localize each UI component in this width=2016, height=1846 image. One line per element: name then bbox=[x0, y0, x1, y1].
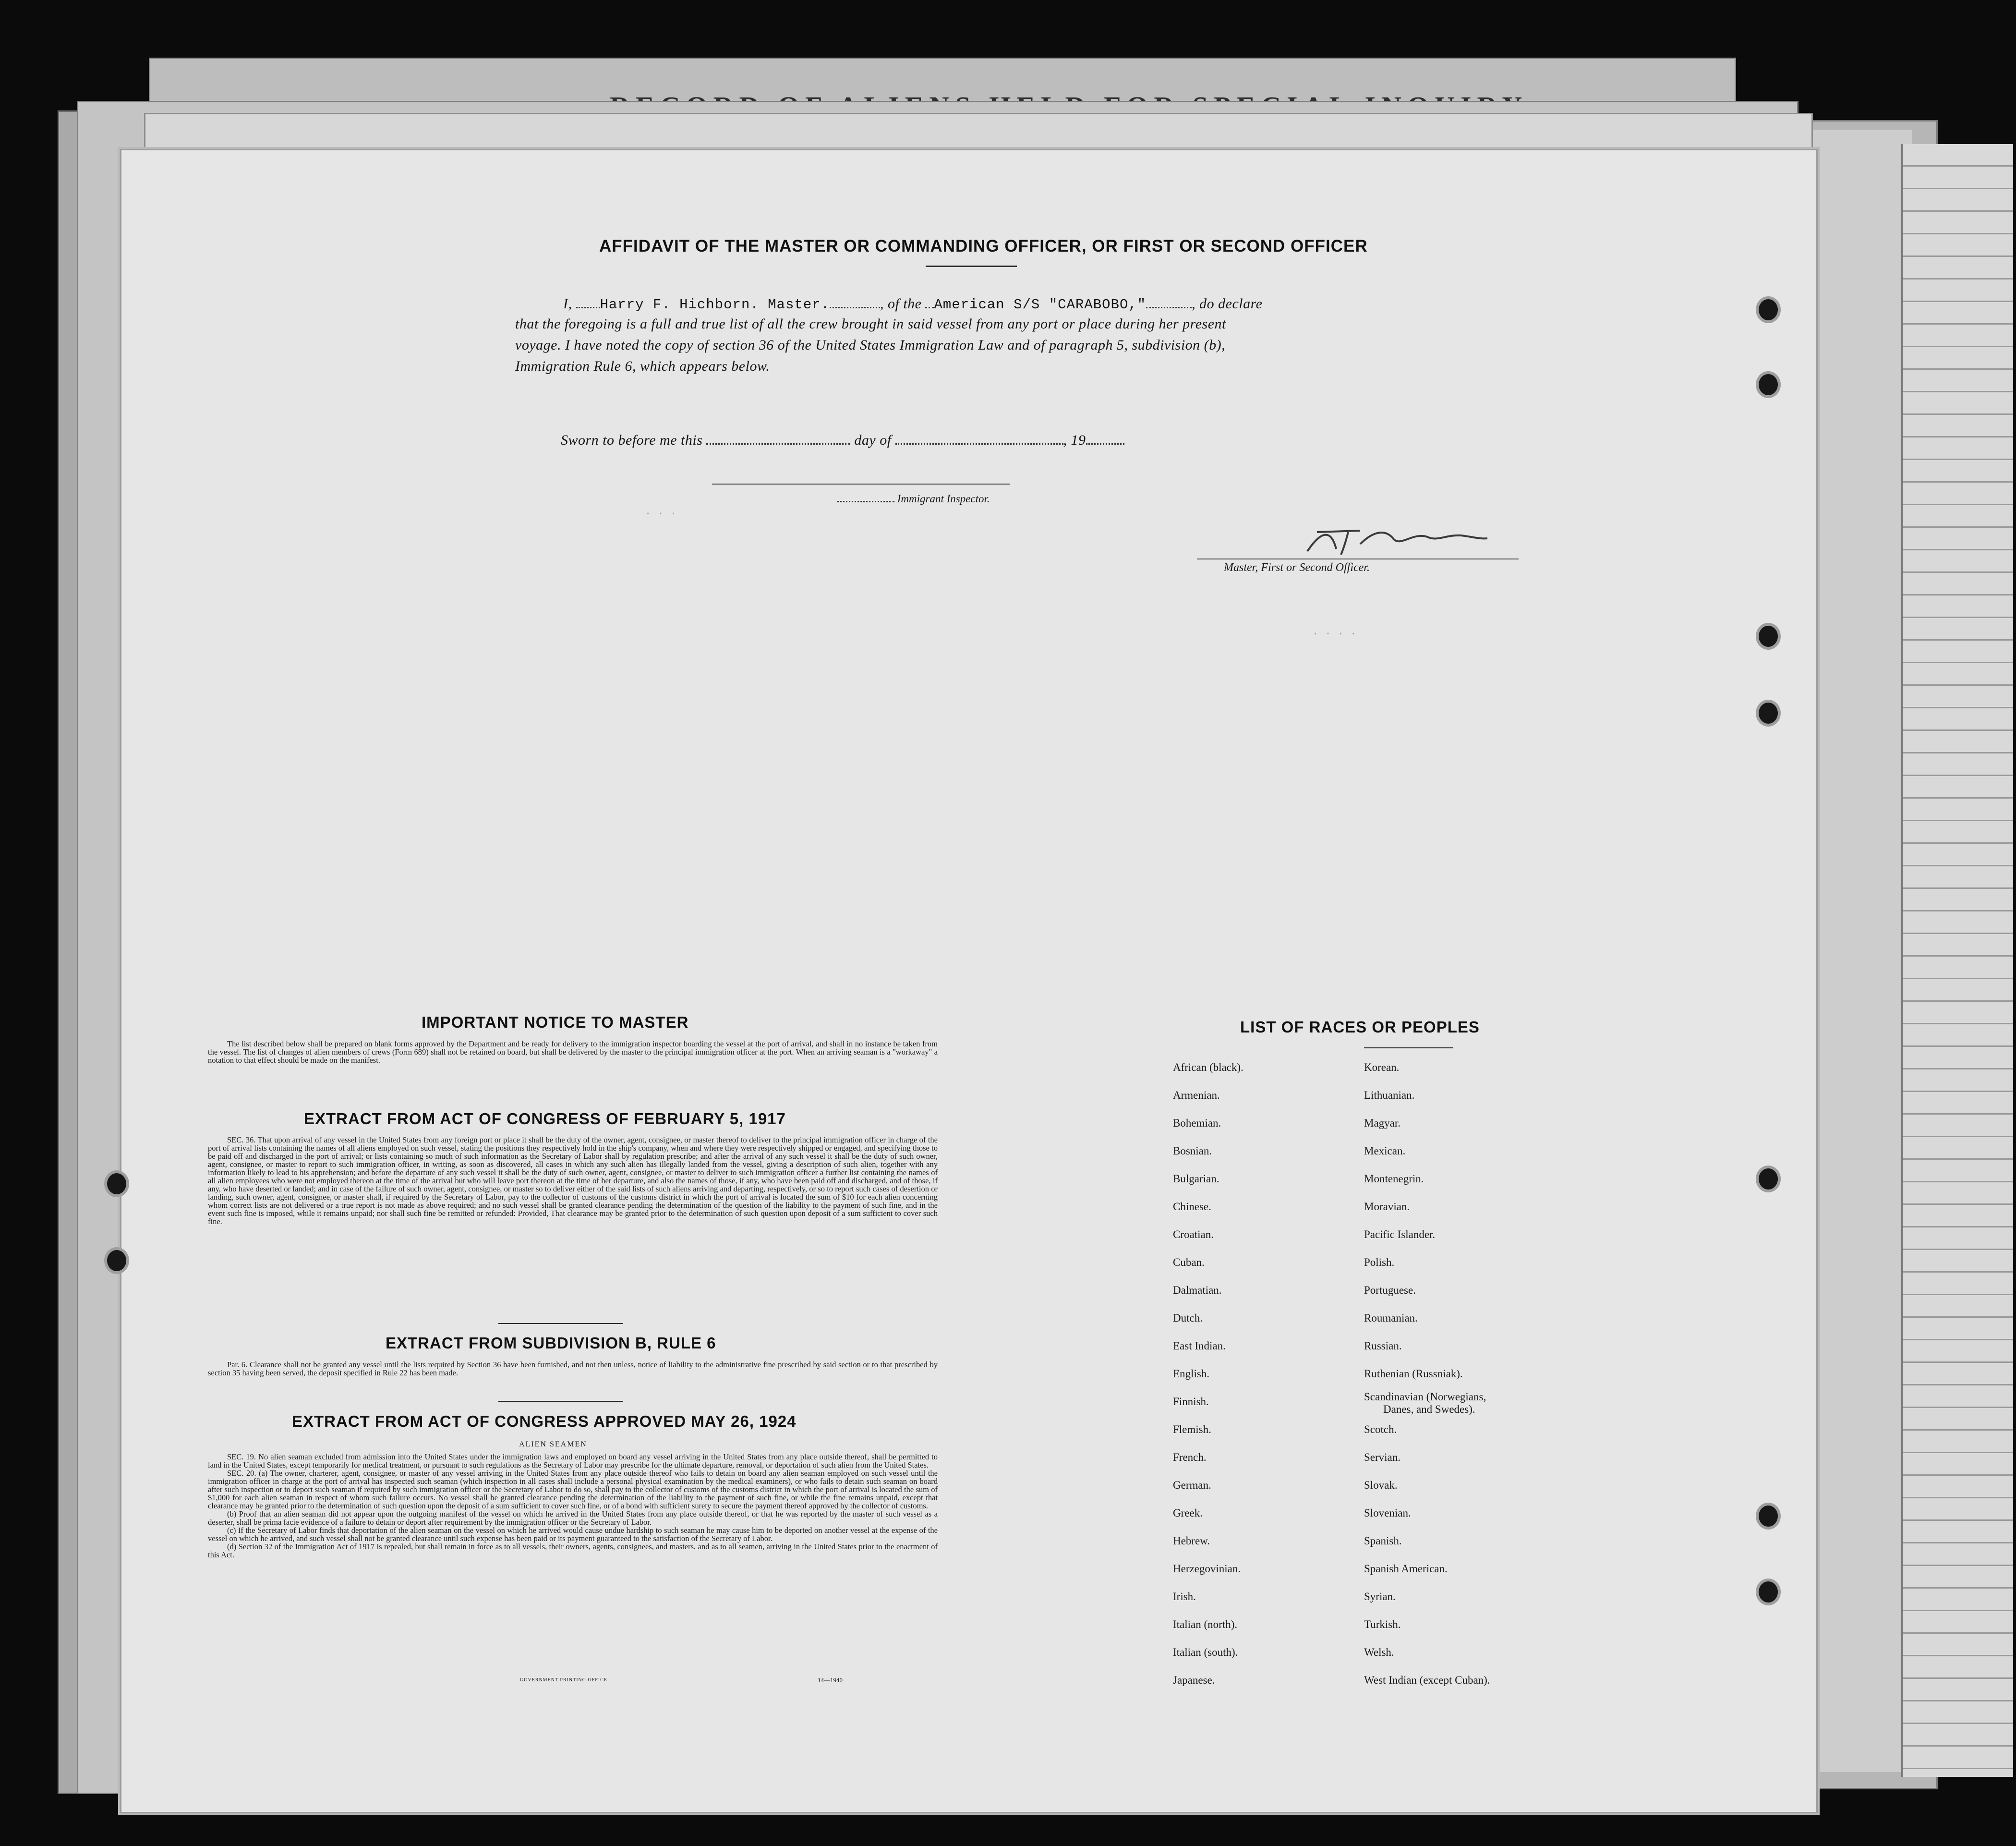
race-item: Finnish. bbox=[1173, 1396, 1209, 1408]
race-item: Roumanian. bbox=[1364, 1312, 1418, 1324]
extract-rule6-title: EXTRACT FROM SUBDIVISION B, RULE 6 bbox=[386, 1334, 716, 1352]
race-item: Moravian. bbox=[1364, 1201, 1410, 1213]
race-item: East Indian. bbox=[1173, 1340, 1226, 1352]
race-item: Spanish. bbox=[1364, 1535, 1402, 1547]
affidavit-title: AFFIDAVIT OF THE MASTER OR COMMANDING OFFICER, OR FIRST OR SECOND OFFICER bbox=[599, 237, 1368, 255]
sec-20b-paragraph: (b) Proof that an alien seaman did not appear upon the outgoing manifest of the vessel on which he arrived in the United States from any place outside thereof, or that he was reported by the master of such vessel as a deserter, shall be prima facie evidence of a failure to detain or deport after requirement by the immigration officer or the Secretary of Labor. bbox=[208, 1509, 938, 1527]
race-item: Turkish. bbox=[1364, 1618, 1401, 1630]
race-item: Dalmatian. bbox=[1173, 1284, 1222, 1296]
extract-1924-body bbox=[208, 1453, 938, 1559]
race-item: French. bbox=[1173, 1451, 1207, 1463]
divider bbox=[498, 1401, 623, 1402]
sec-20a-paragraph: SEC. 20. (a) The owner, charterer, agent, consignee, or master of any vessel arriving in the United States from any place outside thereof who fails to detain on board any alien seaman employed on such vessel until the immigration officer in charge at the port of arrival has inspected such seaman (which inspection in all cases shall include a personal physical examination by the medical examiners), or who fails to detain such seaman on board after such inspection or to deport such seaman if required by such immigration officer or the Secretary of Labor to do so, shall pay to the collector of customs of the customs district in which the port of arrival is located the sum of $1,000 for each alien seaman in respect of whom such failure occurs. No vessel shall be granted clearance pending the determination of the liability to the payment of such fine, or while the fine remains unpaid, except that clearance may be granted prior to the determination of such question upon the deposit of a sum sufficient to cover such fine, or of a bond with sufficient surety to secure the payment thereof approved by the collector of customs. bbox=[208, 1469, 938, 1510]
race-item: Bosnian. bbox=[1173, 1145, 1212, 1157]
extract-1917-body: SEC. 36. That upon arrival of any vessel in the United States from any foreign port or place it shall be the duty of the owner, agent, consignee, or master thereof to deliver to the principal immigration officer in charge of the port of arrival lists containing the names of all aliens employed on such vessel, stating the positions they respectively hold in the ship's company, when and where they were respectively shipped or engaged, and specifying those to be paid off and discharged in the port of arrival; or lists containing so much of such information as the Secretary of Labor shall by regulation prescribe; and after the arrival of any such vessel it shall be the duty of such owner, agent, consignee, or master to report to such immigration officer, in writing, as soon as discovered, all cases in which any such alien has illegally landed from the vessel, giving a description of such alien, together with any information likely to lead to his apprehension; and before the departure of any such vessel it shall be the duty of such owner, agent, consignee, or master to deliver to such immigration officer a further list containing the names of all alien employees who were not employed thereon at the time of the arrival but who will leave port thereon at the time of her departure, and also the names of those, if any, who have been paid off and discharged, and of those, if any, who have deserted or landed; and in case of the failure of such owner, agent, consignee, or master so to deliver either of the said lists of such aliens arriving and departing, respectively, or so to report such cases of desertion or landing, such owner, agent, consignee, or master shall, if required by the Secretary of Labor, pay to the collector of customs of the customs district in which the port of arrival is located the sum of $10 for each alien concerning whom correct lists are not delivered or a true report is not made as above required; and no such vessel shall be granted clearance pending the determination of the question of the liability to the payment of such fine, and in the event such fine is imposed, while it remains unpaid; nor shall such fine be remitted or refunded: Provided, That clearance may be granted prior to the determination of such question upon deposit of a sum sufficient to cover such fine. bbox=[208, 1135, 938, 1226]
title-underline bbox=[926, 266, 1017, 267]
punch-hole bbox=[1759, 299, 1778, 320]
affidavit-page bbox=[120, 149, 1818, 1813]
race-item: Slovak. bbox=[1364, 1479, 1398, 1491]
printer-imprint: GOVERNMENT PRINTING OFFICE bbox=[520, 1677, 607, 1683]
race-item: Pacific Islander. bbox=[1364, 1228, 1436, 1240]
race-item: Italian (north). bbox=[1173, 1618, 1238, 1630]
inspector-signature-line bbox=[712, 484, 1010, 485]
bleed-through-mark: . . . bbox=[645, 506, 677, 518]
race-item: Irish. bbox=[1173, 1591, 1196, 1603]
signature-caption: Master, First or Second Officer. bbox=[1224, 561, 1370, 574]
punch-hole bbox=[1759, 626, 1778, 647]
sec-20d-paragraph: (d) Section 32 of the Immigration Act of 1917 is repealed, but shall remain in force as to all vessels, their owners, agents, consignees, and masters, and as to all seamen, arriving in the United States prior to the enactment of this Act. bbox=[208, 1542, 938, 1559]
ruled-ledger-edge bbox=[1901, 144, 2013, 1777]
form-code: 14—1940 bbox=[818, 1676, 843, 1684]
race-item: Slovenian. bbox=[1364, 1507, 1411, 1519]
race-item: Chinese. bbox=[1173, 1201, 1211, 1213]
punch-hole bbox=[1759, 1168, 1778, 1190]
race-item: Japanese. bbox=[1173, 1674, 1215, 1686]
master-signature bbox=[1303, 525, 1490, 559]
race-item: Portuguese. bbox=[1364, 1284, 1416, 1296]
alien-seamen-subtitle: ALIEN SEAMEN bbox=[519, 1440, 587, 1448]
race-item: Lithuanian. bbox=[1364, 1089, 1415, 1101]
pronoun-i: I, bbox=[563, 296, 572, 312]
inspector-line bbox=[837, 492, 990, 505]
sworn-label: Sworn to before me this bbox=[561, 432, 703, 448]
back-page-right-inner bbox=[1805, 130, 1912, 1772]
race-item: Russian. bbox=[1364, 1340, 1402, 1352]
punch-hole bbox=[107, 1250, 126, 1271]
notice-body: The list described below shall be prepared on blank forms approved by the Department and be ready for delivery to the immigration inspector boarding the vessel at the port of arrival, and shall in no instance be taken from the vessel. The list of changes of alien members of crews (Form 689) shall not be retained on board, but shall be delivered by the master to the principal immigration officer at the port. When an arriving seaman is a "workaway" a notation to that effect should be made on the manifest. bbox=[208, 1039, 938, 1065]
race-item: Flemish. bbox=[1173, 1423, 1211, 1435]
races-title: LIST OF RACES OR PEOPLES bbox=[1240, 1018, 1480, 1036]
races-title-underline bbox=[1364, 1047, 1453, 1048]
race-item: Greek. bbox=[1173, 1507, 1203, 1519]
race-item: Bohemian. bbox=[1173, 1117, 1221, 1129]
declaration-line-1 bbox=[563, 292, 1263, 316]
race-item: West Indian (except Cuban). bbox=[1364, 1674, 1490, 1686]
extract-rule6-body: Par. 6. Clearance shall not be granted any vessel until the lists required by Section 36 have been furnished, and not then unless, notice of liability to the administrative fine prescribed by said section or to that prescribed by section 35 having been served, the deposit specified in Rule 22 has been made. bbox=[208, 1360, 938, 1377]
punch-hole bbox=[1759, 374, 1778, 395]
race-item: Italian (south). bbox=[1173, 1646, 1238, 1658]
race-item: Ruthenian (Russniak). bbox=[1364, 1368, 1463, 1380]
punch-hole bbox=[107, 1173, 126, 1194]
race-item: Spanish American. bbox=[1364, 1563, 1448, 1575]
do-declare-label: , do declare bbox=[1192, 296, 1263, 312]
bleed-through-mark: . . . . bbox=[1312, 626, 1357, 638]
inspector-caption: Immigrant Inspector. bbox=[897, 493, 990, 505]
declaration-line-3: voyage. I have noted the copy of section 36 of the United States Immigration Law and of paragraph 5, subdivision (b), bbox=[515, 337, 1226, 353]
race-item: Cuban. bbox=[1173, 1256, 1205, 1268]
punch-hole bbox=[1759, 1581, 1778, 1603]
master-name-field: Harry F. Hichborn. Master. bbox=[600, 297, 830, 313]
race-item: Croatian. bbox=[1173, 1228, 1214, 1240]
race-item: Armenian. bbox=[1173, 1089, 1220, 1101]
race-item: English. bbox=[1173, 1368, 1210, 1380]
extract-1917-title: EXTRACT FROM ACT OF CONGRESS OF FEBRUARY 5, 1917 bbox=[304, 1110, 786, 1128]
race-item: Bulgarian. bbox=[1173, 1173, 1219, 1185]
declaration-line-2: that the foregoing is a full and true list of all the crew brought in said vessel from any port or place during her present bbox=[515, 316, 1226, 332]
race-item: Herzegovinian. bbox=[1173, 1563, 1241, 1575]
race-item: Syrian. bbox=[1364, 1591, 1396, 1603]
race-item: Hebrew. bbox=[1173, 1535, 1210, 1547]
race-item: Mexican. bbox=[1364, 1145, 1406, 1157]
sec-20c-paragraph: (c) If the Secretary of Labor finds that deportation of the alien seaman on the vessel on which he arrived would cause undue hardship to such seaman he may cause him to be deported on another vessel at the expense of the vessel on which he arrived, and such vessel shall not be granted clearance until such expense has been paid or its payment guaranteed to the satisfaction of the Secretary of Labor. bbox=[208, 1526, 938, 1543]
race-item: Scandinavian (Norwegians, bbox=[1364, 1391, 1486, 1403]
race-item: African (black). bbox=[1173, 1061, 1243, 1073]
sworn-line bbox=[561, 429, 1124, 451]
year-label: , 19 bbox=[1063, 432, 1086, 448]
race-item: Scotch. bbox=[1364, 1423, 1397, 1435]
race-item: Korean. bbox=[1364, 1061, 1400, 1073]
day-of-label: day of bbox=[854, 432, 892, 448]
declaration-line-4: Immigration Rule 6, which appears below. bbox=[515, 358, 770, 374]
divider bbox=[498, 1323, 623, 1324]
race-item: Servian. bbox=[1364, 1451, 1401, 1463]
race-item: German. bbox=[1173, 1479, 1211, 1491]
punch-hole bbox=[1759, 703, 1778, 724]
sec-19-paragraph: SEC. 19. No alien seaman excluded from admission into the United States under the immigration laws and employed on board any vessel arriving in the United States from any place outside thereof, shall be permitted to land in the United States, except temporarily for medical treatment, or pursuant to such regulations as the Secretary of Labor may prescribe for the ultimate departure, removal, or deportation of such alien from the United States. bbox=[208, 1452, 938, 1470]
race-item: Montenegrin. bbox=[1364, 1173, 1424, 1185]
race-item: Polish. bbox=[1364, 1256, 1395, 1268]
extract-1924-title: EXTRACT FROM ACT OF CONGRESS APPROVED MAY 26, 1924 bbox=[292, 1412, 797, 1430]
race-item: Dutch. bbox=[1173, 1312, 1203, 1324]
notice-title: IMPORTANT NOTICE TO MASTER bbox=[422, 1013, 689, 1031]
vessel-name-field: American S/S "CARABOBO," bbox=[934, 297, 1147, 313]
of-the-label: , of the bbox=[880, 296, 922, 312]
punch-hole bbox=[1759, 1506, 1778, 1527]
race-item: Magyar. bbox=[1364, 1117, 1401, 1129]
race-item: Welsh. bbox=[1364, 1646, 1394, 1658]
race-item-continuation: Danes, and Swedes). bbox=[1383, 1403, 1475, 1415]
